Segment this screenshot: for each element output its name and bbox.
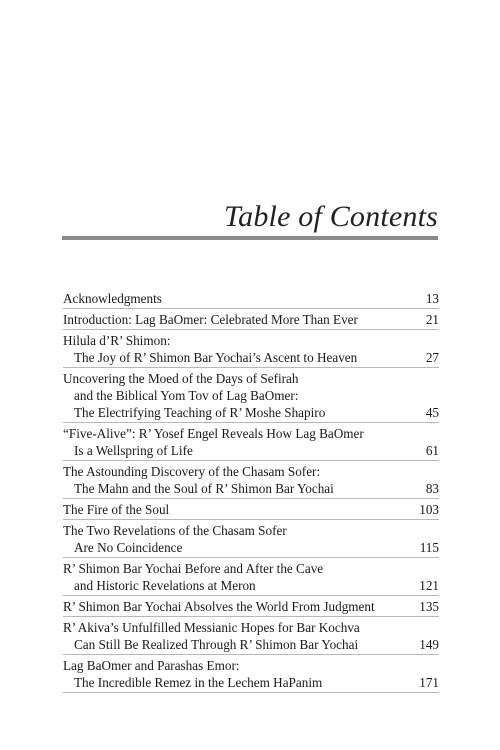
toc-entry-title-line: Acknowledgments <box>63 291 162 306</box>
toc-entry-title-line: The Two Revelations of the Chasam Sofer <box>63 523 287 538</box>
toc-entry <box>63 311 439 330</box>
toc-entry-title-line: Introduction: Lag BaOmer: Celebrated More Than Ever <box>63 312 358 327</box>
toc-entry-title-line: Lag BaOmer and Parashas Emor: <box>63 658 240 673</box>
toc-entry-title-line: The Mahn and the Soul of R’ Shimon Bar Yochai <box>74 481 334 496</box>
toc-entry-title-line: Is a Wellspring of Life <box>74 443 193 458</box>
toc-entry-title-line: The Electrifying Teaching of R’ Moshe Shapiro <box>74 405 326 420</box>
toc-entry-title-line: The Incredible Remez in the Lechem HaPanim <box>74 675 323 690</box>
toc-entry-page-number: 13 <box>425 291 439 306</box>
toc-entry-title-line: The Astounding Discovery of the Chasam Sofer: <box>63 464 321 479</box>
toc-list <box>63 290 439 695</box>
toc-entry <box>63 370 439 423</box>
toc-entry-page-number: 121 <box>419 578 439 593</box>
toc-entry <box>63 332 439 368</box>
toc-entry <box>63 425 439 461</box>
toc-entry-page-number: 27 <box>425 350 439 365</box>
toc-entry <box>63 598 439 617</box>
toc-entry-page-number: 103 <box>419 502 439 517</box>
toc-entry-page-number: 61 <box>425 443 439 458</box>
toc-entry-title-line: and Historic Revelations at Meron <box>74 578 256 593</box>
toc-entry <box>63 560 439 596</box>
toc-entry-title-line: Are No Coincidence <box>74 540 183 555</box>
toc-entry <box>63 290 439 309</box>
toc-entry <box>63 522 439 558</box>
toc-entry-page-number: 171 <box>419 675 439 690</box>
toc-entry <box>63 619 439 655</box>
toc-entry-page-number: 21 <box>425 312 439 327</box>
toc-entry-title-line: R’ Akiva’s Unfulfilled Messianic Hopes for Bar Kochva <box>63 620 360 635</box>
toc-entry-page-number: 45 <box>425 405 439 420</box>
toc-entry-title-line: and the Biblical Yom Tov of Lag BaOmer: <box>74 388 299 403</box>
toc-entry <box>63 463 439 499</box>
toc-entry-page-number: 83 <box>425 481 439 496</box>
toc-entry-title-line: Uncovering the Moed of the Days of Sefirah <box>63 371 299 386</box>
toc-entry-page-number: 135 <box>419 599 439 614</box>
toc-entry <box>63 657 439 693</box>
toc-entry <box>63 501 439 520</box>
toc-entry-title-line: The Joy of R’ Shimon Bar Yochai’s Ascent to Heaven <box>74 350 358 365</box>
toc-entry-title-line: The Fire of the Soul <box>63 502 170 517</box>
toc-entry-title-line: R’ Shimon Bar Yochai Absolves the World From Judgment <box>63 599 375 614</box>
toc-entry-page-number: 149 <box>419 637 439 652</box>
toc-entry-title-line: “Five-Alive”: R’ Yosef Engel Reveals How Lag BaOmer <box>63 426 364 441</box>
toc-entry-title-line: Can Still Be Realized Through R’ Shimon Bar Yochai <box>74 637 359 652</box>
toc-entry-page-number: 115 <box>419 540 439 555</box>
toc-entry-title-line: R’ Shimon Bar Yochai Before and After the Cave <box>63 561 324 576</box>
page-title: Table of Contents <box>224 200 438 233</box>
toc-entry-title-line: Hilula d’R’ Shimon: <box>63 333 171 348</box>
title-rule <box>62 236 438 240</box>
